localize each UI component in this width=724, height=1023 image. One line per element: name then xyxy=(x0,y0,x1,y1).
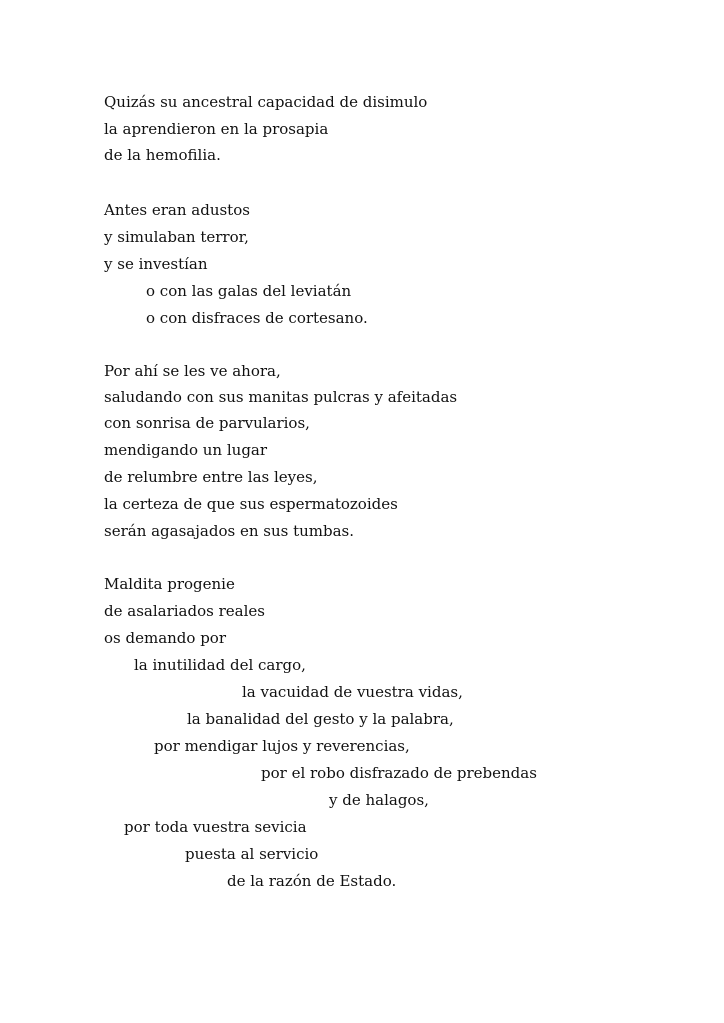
poem-line: de la hemofilia. xyxy=(104,146,221,164)
poem-line: la banalidad del gesto y la palabra, xyxy=(187,710,454,728)
poem-line: y simulaban terror, xyxy=(104,228,249,246)
poem-line: y se investían xyxy=(104,255,208,273)
poem-line: os demando por xyxy=(104,629,227,647)
poem-line: o con disfraces de cortesano. xyxy=(146,309,368,327)
poem-line: y de halagos, xyxy=(329,791,429,809)
poem-line: Antes eran adustos xyxy=(104,201,250,219)
poem-line: la inutilidad del cargo, xyxy=(134,656,306,674)
poem-line: Quizás su ancestral capacidad de disimulo xyxy=(104,93,428,111)
poem-line: Por ahí se les ve ahora, xyxy=(104,362,281,380)
poem-line: serán agasajados en sus tumbas. xyxy=(104,522,354,540)
poem-line: Maldita progenie xyxy=(104,575,235,593)
poem-line: la vacuidad de vuestra vidas, xyxy=(242,683,463,701)
poem-line: mendigando un lugar xyxy=(104,441,268,459)
poem-line: de la razón de Estado. xyxy=(227,872,397,890)
poem-line: la certeza de que sus espermatozoides xyxy=(104,495,398,513)
poem-line: o con las galas del leviatán xyxy=(146,282,352,300)
poem-line: con sonrisa de parvularios, xyxy=(104,414,310,432)
poem-line: saludando con sus manitas pulcras y afeitadas xyxy=(104,388,458,406)
poem-line: la aprendieron en la prosapia xyxy=(104,120,329,138)
poem-line: por mendigar lujos y reverencias, xyxy=(154,737,410,755)
poem-line: de relumbre entre las leyes, xyxy=(104,468,318,486)
poem-line: por toda vuestra sevicia xyxy=(124,818,307,836)
poem-line: puesta al servicio xyxy=(185,845,319,863)
poem-line: de asalariados reales xyxy=(104,602,265,620)
poem-line: por el robo disfrazado de prebendas xyxy=(261,764,537,782)
